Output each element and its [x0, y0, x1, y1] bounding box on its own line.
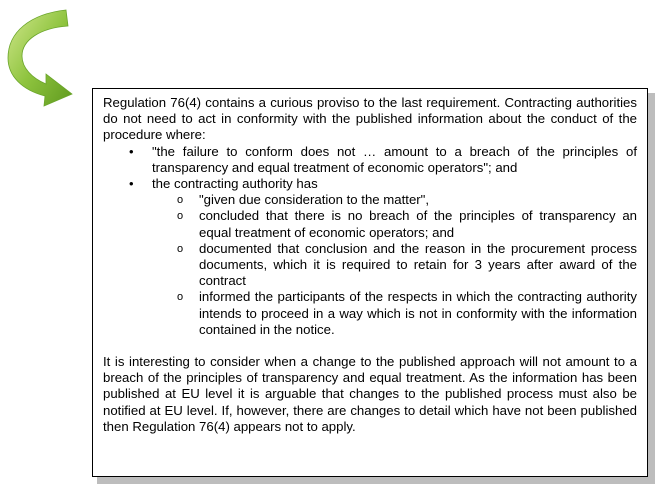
sub-marker: o [177, 242, 184, 255]
bullet-marker: • [129, 143, 134, 159]
sub-text: documented that conclusion and the reason in the procurement process documents, which it is required to retain for 3 years after award of the contract [199, 240, 637, 289]
text-box [92, 88, 648, 477]
sub-text: informed the participants of the respects in which the contracting authority intends to proceed in a way which is not in conformity with the information contained in the notice. [199, 289, 637, 337]
sub-item [103, 208, 637, 240]
sub-item [103, 241, 637, 290]
sub-item [103, 192, 637, 208]
curved-arrow-icon [0, 0, 80, 110]
bullet-item [103, 176, 637, 192]
bullet-marker: • [129, 176, 134, 192]
bullet-text: the contracting authority has [152, 176, 318, 192]
sub-marker: o [177, 210, 184, 223]
paragraph-spacer [103, 338, 637, 354]
sub-text: concluded that there is no breach of the principles of transparency an equal treatment of economic operators; and [199, 208, 637, 240]
bullet-item [103, 144, 637, 176]
sub-list [103, 192, 637, 338]
sub-marker: o [177, 291, 184, 304]
sub-text: "given due consideration to the matter", [199, 192, 430, 208]
sub-marker: o [177, 194, 184, 207]
bullet-text: "the failure to conform does not … amount to a breach of the principles of transparency and equal treatment of economic operators"; and [152, 143, 637, 175]
intro-paragraph: Regulation 76(4) contains a curious proviso to the last requirement. Contracting authorities do not need to act in conformity with the published information about the conduct of the procedure where: [103, 95, 637, 143]
conclusion-paragraph: It is interesting to consider when a change to the published approach will not amount to a breach of the principles of transparency and equal treatment. As the information has been published at EU level it is arguable that changes to the published process must also be notified at EU level. If, however, there are changes to detail which have not been published then Regulation 76(4) appears not to apply. [103, 354, 637, 434]
sub-item [103, 289, 637, 338]
bullet-list [103, 144, 637, 193]
